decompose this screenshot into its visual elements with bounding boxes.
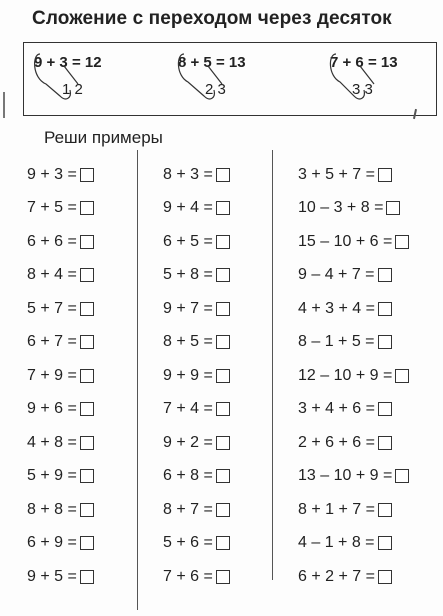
problem-text: 4 + 8 = bbox=[27, 433, 77, 451]
answer-box[interactable] bbox=[216, 436, 230, 450]
column-divider-1 bbox=[137, 150, 138, 610]
problem-text: 12 – 10 + 9 = bbox=[298, 366, 393, 384]
problem-text: 6 + 9 = bbox=[27, 534, 77, 552]
problem-row bbox=[298, 158, 409, 192]
answer-box[interactable] bbox=[378, 168, 392, 182]
problem-row bbox=[27, 292, 94, 326]
problem-row bbox=[163, 259, 230, 293]
answer-box[interactable] bbox=[80, 302, 94, 316]
problem-text: 13 – 10 + 9 = bbox=[298, 467, 393, 485]
problem-text: 9 + 6 = bbox=[27, 400, 77, 418]
problem-row bbox=[27, 393, 94, 427]
answer-box[interactable] bbox=[216, 235, 230, 249]
example-expression: 7 + 6 = 13 bbox=[330, 54, 398, 71]
problem-text: 6 + 6 = bbox=[27, 232, 77, 250]
margin-mark bbox=[3, 92, 5, 118]
answer-box[interactable] bbox=[80, 436, 94, 450]
problem-row bbox=[298, 259, 409, 293]
problem-row bbox=[163, 292, 230, 326]
answer-box[interactable] bbox=[80, 335, 94, 349]
problem-text: 5 + 8 = bbox=[163, 266, 213, 284]
problem-row bbox=[27, 493, 94, 527]
problem-text: 9 + 9 = bbox=[163, 366, 213, 384]
problem-row bbox=[298, 460, 409, 494]
answer-box[interactable] bbox=[80, 369, 94, 383]
answer-box[interactable] bbox=[378, 302, 392, 316]
answer-box[interactable] bbox=[378, 536, 392, 550]
answer-box[interactable] bbox=[216, 168, 230, 182]
answer-box[interactable] bbox=[378, 503, 392, 517]
problem-row bbox=[163, 192, 230, 226]
answer-box[interactable] bbox=[216, 469, 230, 483]
problem-row bbox=[298, 426, 409, 460]
problem-row bbox=[298, 292, 409, 326]
problem-row bbox=[27, 359, 94, 393]
answer-box[interactable] bbox=[395, 369, 409, 383]
problem-text: 8 – 1 + 5 = bbox=[298, 333, 375, 351]
problem-row bbox=[163, 158, 230, 192]
problem-text: 2 + 6 + 6 = bbox=[298, 433, 375, 451]
answer-box[interactable] bbox=[395, 235, 409, 249]
answer-box[interactable] bbox=[395, 469, 409, 483]
problem-text: 6 + 7 = bbox=[27, 333, 77, 351]
problem-row bbox=[298, 359, 409, 393]
problem-row bbox=[298, 493, 409, 527]
problem-text: 5 + 7 = bbox=[27, 299, 77, 317]
problem-row bbox=[163, 560, 230, 594]
page-title: Сложение с переходом через десяток bbox=[32, 8, 392, 29]
problem-text: 7 + 9 = bbox=[27, 366, 77, 384]
column-divider-2 bbox=[272, 150, 273, 580]
problem-row bbox=[27, 192, 94, 226]
problem-text: 10 – 3 + 8 = bbox=[298, 199, 384, 217]
answer-box[interactable] bbox=[80, 536, 94, 550]
problem-text: 8 + 3 = bbox=[163, 165, 213, 183]
problem-text: 7 + 5 = bbox=[27, 199, 77, 217]
problem-row bbox=[163, 426, 230, 460]
problem-row bbox=[27, 326, 94, 360]
example-3-split-lines bbox=[326, 50, 396, 110]
answer-box[interactable] bbox=[216, 536, 230, 550]
answer-box[interactable] bbox=[378, 570, 392, 584]
problem-row bbox=[298, 192, 409, 226]
example-expression: 8 + 5 = 13 bbox=[178, 54, 246, 71]
problem-row bbox=[27, 560, 94, 594]
problem-row bbox=[27, 426, 94, 460]
answer-box[interactable] bbox=[80, 402, 94, 416]
problem-row bbox=[163, 460, 230, 494]
problem-text: 6 + 5 = bbox=[163, 232, 213, 250]
problem-row bbox=[27, 460, 94, 494]
answer-box[interactable] bbox=[80, 235, 94, 249]
problem-text: 8 + 8 = bbox=[27, 500, 77, 518]
answer-box[interactable] bbox=[378, 436, 392, 450]
answer-box[interactable] bbox=[216, 402, 230, 416]
problem-text: 9 + 2 = bbox=[163, 433, 213, 451]
problem-text: 7 + 6 = bbox=[163, 567, 213, 585]
problem-text: 9 + 3 = bbox=[27, 165, 77, 183]
answer-box[interactable] bbox=[386, 201, 400, 215]
problem-row bbox=[27, 225, 94, 259]
problem-row bbox=[163, 225, 230, 259]
answer-box[interactable] bbox=[80, 469, 94, 483]
problem-text: 9 + 4 = bbox=[163, 199, 213, 217]
answer-box[interactable] bbox=[80, 168, 94, 182]
example-expression: 9 + 3 = 12 bbox=[34, 54, 102, 71]
problem-text: 8 + 7 = bbox=[163, 500, 213, 518]
problem-row bbox=[163, 527, 230, 561]
problem-text: 9 – 4 + 7 = bbox=[298, 266, 375, 284]
answer-box[interactable] bbox=[216, 268, 230, 282]
problem-text: 8 + 4 = bbox=[27, 266, 77, 284]
example-2-split-lines bbox=[174, 50, 244, 110]
answer-box[interactable] bbox=[80, 503, 94, 517]
problem-text: 8 + 1 + 7 = bbox=[298, 500, 375, 518]
problem-row bbox=[27, 259, 94, 293]
problem-text: 4 + 3 + 4 = bbox=[298, 299, 375, 317]
problem-row bbox=[298, 225, 409, 259]
answer-box[interactable] bbox=[80, 570, 94, 584]
answer-box[interactable] bbox=[378, 268, 392, 282]
problem-text: 6 + 2 + 7 = bbox=[298, 567, 375, 585]
problem-text: 3 + 5 + 7 = bbox=[298, 165, 375, 183]
example-1-split-lines bbox=[30, 50, 100, 110]
problem-row bbox=[163, 326, 230, 360]
answer-box[interactable] bbox=[216, 302, 230, 316]
problem-column-2 bbox=[163, 158, 230, 594]
problem-column-1 bbox=[27, 158, 94, 594]
example-1-split: 1 2 bbox=[62, 81, 83, 98]
answer-box[interactable] bbox=[216, 503, 230, 517]
example-2-split: 2 3 bbox=[205, 81, 226, 98]
problem-text: 9 + 7 = bbox=[163, 299, 213, 317]
problem-text: 15 – 10 + 6 = bbox=[298, 232, 393, 250]
problem-text: 8 + 5 = bbox=[163, 333, 213, 351]
answer-box[interactable] bbox=[216, 335, 230, 349]
answer-box[interactable] bbox=[216, 369, 230, 383]
problem-text: 6 + 8 = bbox=[163, 467, 213, 485]
problem-row bbox=[27, 527, 94, 561]
problem-text: 7 + 4 = bbox=[163, 400, 213, 418]
answer-box[interactable] bbox=[216, 201, 230, 215]
problem-text: 5 + 6 = bbox=[163, 534, 213, 552]
problem-text: 3 + 4 + 6 = bbox=[298, 400, 375, 418]
problem-row bbox=[163, 359, 230, 393]
answer-box[interactable] bbox=[378, 335, 392, 349]
problem-column-3 bbox=[298, 158, 409, 594]
answer-box[interactable] bbox=[80, 268, 94, 282]
problem-text: 5 + 9 = bbox=[27, 467, 77, 485]
problem-row bbox=[27, 158, 94, 192]
problem-row bbox=[298, 560, 409, 594]
problem-row bbox=[163, 393, 230, 427]
problem-row bbox=[298, 326, 409, 360]
answer-box[interactable] bbox=[80, 201, 94, 215]
problem-row bbox=[163, 493, 230, 527]
problem-row bbox=[298, 393, 409, 427]
example-3-split: 3 3 bbox=[352, 81, 373, 98]
answer-box[interactable] bbox=[378, 402, 392, 416]
problem-text: 9 + 5 = bbox=[27, 567, 77, 585]
instruction-heading: Реши примеры bbox=[44, 128, 163, 147]
answer-box[interactable] bbox=[216, 570, 230, 584]
problem-row bbox=[298, 527, 409, 561]
problem-text: 4 – 1 + 8 = bbox=[298, 534, 375, 552]
